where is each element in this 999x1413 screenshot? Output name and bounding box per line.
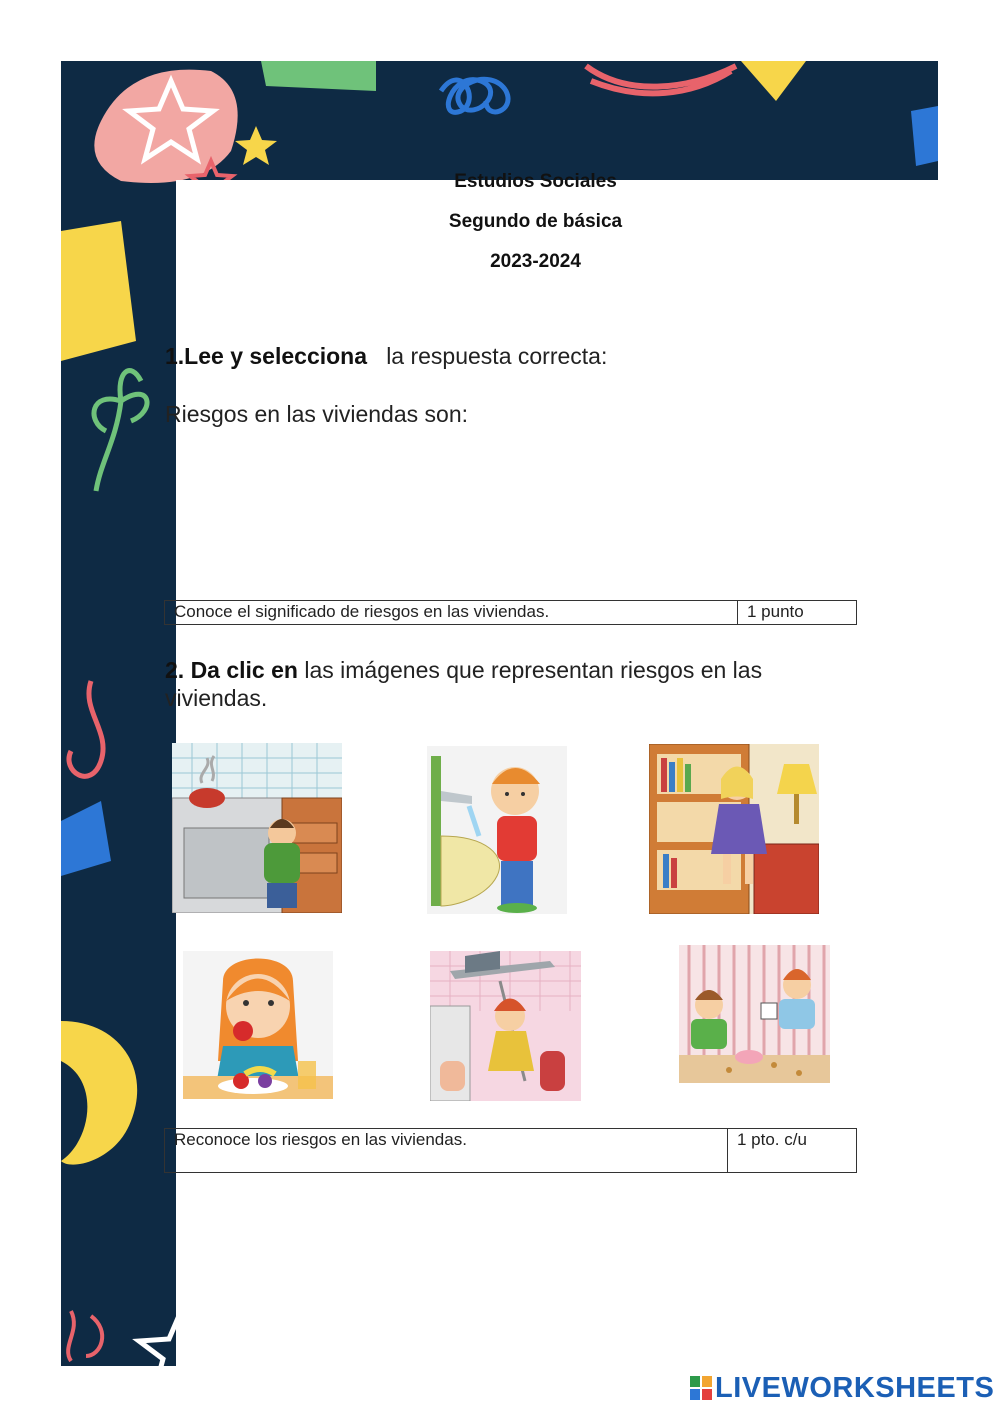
question-1-prompt: Riesgos en las viviendas son: — [165, 401, 468, 427]
question-1-rest: la respuesta correcta: — [386, 343, 608, 369]
year-heading: 2023-2024 — [490, 251, 581, 272]
children-playing-with-outlet-image[interactable] — [679, 945, 830, 1083]
question-2-rest: las imágenes que representan riesgos en las viviendas. — [165, 657, 763, 711]
question-1-title — [165, 343, 607, 370]
child-climbing-bookshelf-image[interactable] — [649, 744, 819, 914]
rubric-row-1 — [164, 600, 857, 625]
rubric-points: 1 pto. c/u — [737, 1130, 807, 1149]
question-2-title — [165, 656, 845, 712]
girl-pulling-iron-image[interactable] — [430, 951, 581, 1101]
rubric-points: 1 punto — [747, 602, 804, 621]
rubric-criterion: Conoce el significado de riesgos en las viviendas. — [165, 601, 738, 624]
liveworksheets-branding — [690, 1372, 994, 1404]
rubric-criterion: Reconoce los riesgos en las viviendas. — [165, 1129, 728, 1172]
question-2-bold: 2. Da clic en — [165, 657, 298, 683]
liveworksheets-logo-icon — [690, 1376, 712, 1400]
brand-name: LIVEWORKSHEETS — [715, 1371, 995, 1404]
grade-heading: Segundo de básica — [448, 211, 623, 232]
rubric-row-2 — [164, 1128, 857, 1173]
subject-heading: Estudios Sociales — [454, 171, 617, 192]
question-1-bold: 1.Lee y selecciona — [165, 343, 368, 369]
child-touching-stove-image[interactable] — [172, 743, 342, 913]
child-washing-hands-image[interactable] — [427, 746, 567, 914]
girl-eating-fruit-image[interactable] — [183, 951, 333, 1099]
